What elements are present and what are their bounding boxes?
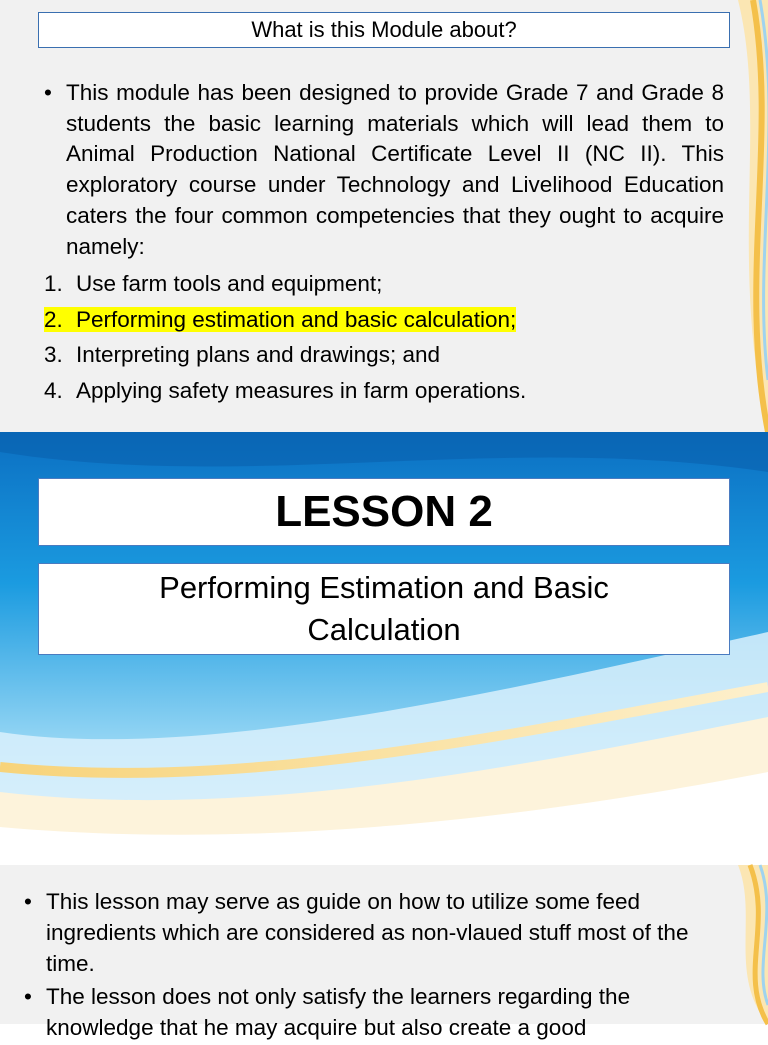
list-item bbox=[44, 374, 684, 410]
list-number: 1. bbox=[44, 271, 63, 296]
competency-list bbox=[44, 267, 684, 409]
list-item-text: The lesson does not only satisfy the learners regarding the knowledge that he may acquire but also create a good bbox=[46, 984, 631, 1040]
bullet-icon: • bbox=[44, 80, 52, 105]
list-item-text: Performing estimation and basic calculation; bbox=[76, 306, 517, 332]
bullet-icon: • bbox=[24, 889, 32, 914]
list-item-text: Use farm tools and equipment; bbox=[76, 271, 383, 296]
list-number: 3. bbox=[44, 342, 63, 367]
bullet-icon: • bbox=[24, 984, 32, 1009]
lesson-subtitle: Performing Estimation and Basic Calculation bbox=[38, 563, 730, 655]
slide-lesson-overview bbox=[0, 865, 768, 1040]
list-item-highlighted bbox=[44, 303, 684, 339]
lesson-overview-list bbox=[24, 886, 714, 1045]
list-item bbox=[44, 267, 684, 303]
list-number: 4. bbox=[44, 377, 63, 403]
lesson-heading: LESSON 2 bbox=[38, 478, 730, 546]
slide-title: What is this Module about? bbox=[38, 12, 730, 48]
list-item-text: Interpreting plans and drawings; and bbox=[76, 342, 440, 367]
module-description-text: This module has been designed to provide Grade 7 and Grade 8 students the basic learning materials which will lead them to Animal Production National Certificate Level II (NC II). This exploratory course under Technology and Livelihood Education caters the four common competencies that they ought to acquire namely: bbox=[66, 80, 724, 259]
list-item bbox=[44, 338, 684, 374]
list-item-text: This lesson may serve as guide on how to utilize some feed ingredients which are considered as non-vlaued stuff most of the time. bbox=[46, 889, 689, 976]
slide-lesson-title bbox=[0, 432, 768, 865]
slide-module-about bbox=[0, 0, 768, 432]
list-number: 2. bbox=[44, 306, 63, 332]
module-description bbox=[44, 78, 724, 262]
list-item bbox=[24, 886, 714, 979]
list-item bbox=[24, 981, 714, 1043]
list-item-text: Applying safety measures in farm operations. bbox=[76, 377, 527, 403]
